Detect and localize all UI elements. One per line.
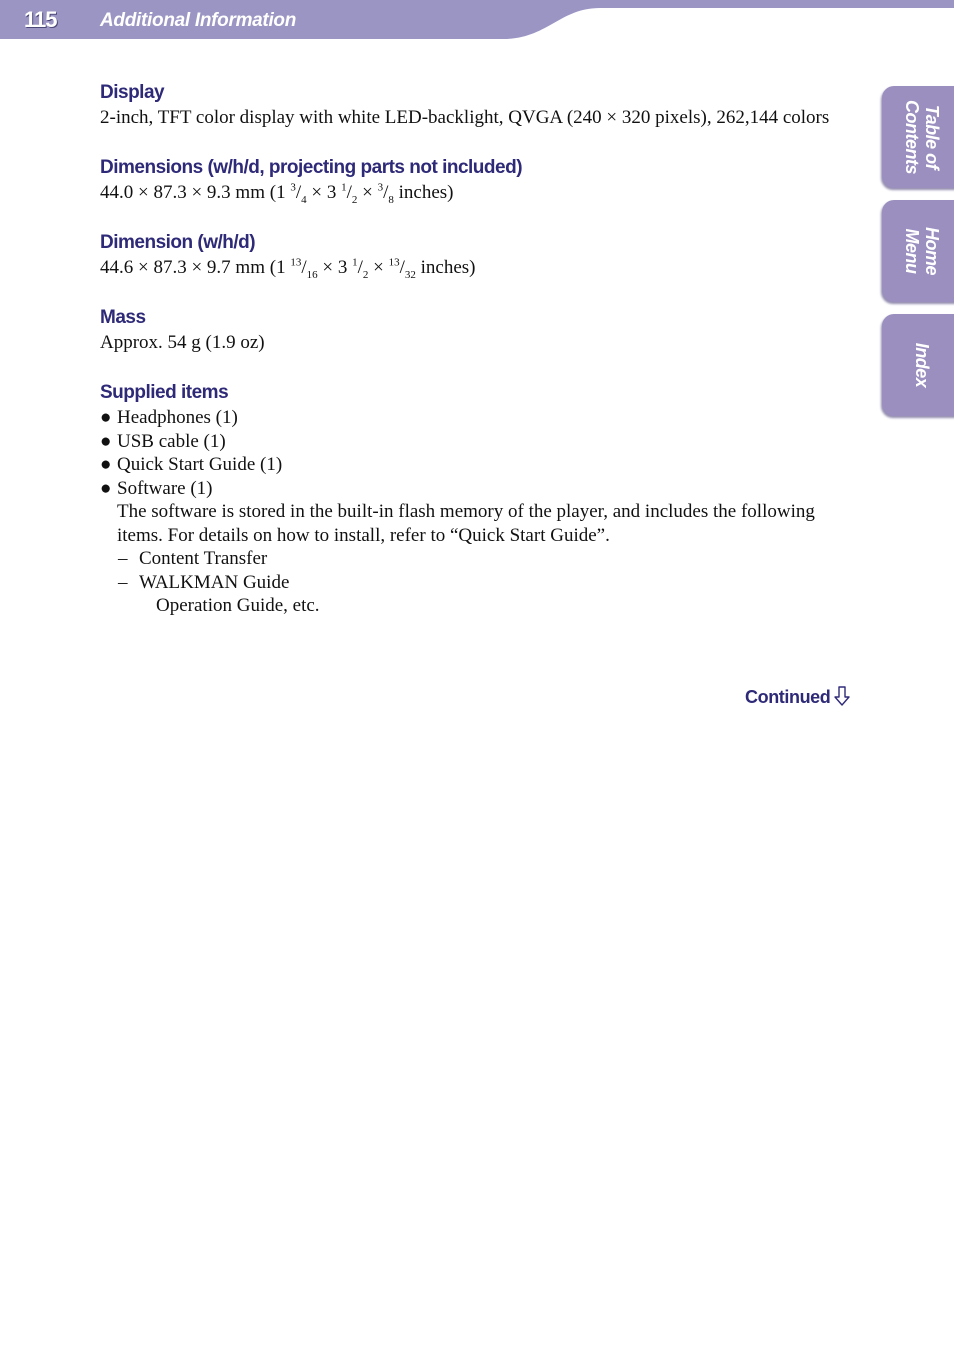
supplied-heading: Supplied items (100, 382, 229, 403)
display-section (100, 80, 830, 129)
mass-heading: Mass (100, 307, 146, 328)
mass-text: Approx. 54 g (1.9 oz) (100, 332, 265, 353)
page-header (0, 0, 954, 40)
dimension-text: 44.6 × 87.3 × 9.7 mm (1 $^{13}/_{16} \times 3$ $^1/_2 \times ^{13}/_{32}$ inches) (100, 256, 476, 281)
page-content (100, 80, 830, 644)
list-item: ● USB cable (1) (100, 430, 226, 452)
list-item: ● Headphones (1) (100, 407, 238, 428)
dimensions-excl-heading: Dimensions (w/h/d, projecting parts not included) (100, 157, 523, 178)
supplied-list (100, 406, 830, 500)
display-text: 2-inch, TFT color display with white LED-backlight, QVGA (240 × 320 pixels), 262,144 colors (100, 107, 830, 128)
page-number: 115 (24, 7, 57, 32)
tab-home-menu[interactable]: Home Menu (882, 200, 954, 302)
list-item: ● Quick Start Guide (1) (100, 454, 283, 475)
software-description: The software is stored in the built-in flash memory of the player, and includes the following items. For details on how to install, refer to “Quick Start Guide”. (117, 501, 815, 546)
dimensions-excl-text: 44.0 × 87.3 × 9.3 mm (1 $^3/_4 \times 3$ $^1/_2 \times ^3/_8$ inches) (100, 181, 454, 206)
software-item: – WALKMAN Guide (118, 571, 290, 593)
dimensions-excl-section (100, 155, 830, 204)
section-title: Additional Information (100, 10, 297, 31)
display-heading: Display (100, 82, 165, 103)
tab-table-of-contents[interactable]: Table of Contents (882, 86, 954, 188)
continued-indicator (745, 686, 850, 708)
arrow-down-icon (834, 686, 850, 706)
tab-index[interactable]: Index (882, 314, 954, 416)
supplied-section (100, 380, 830, 618)
dimension-heading: Dimension (w/h/d) (100, 232, 256, 253)
software-note: Operation Guide, etc. (156, 595, 320, 616)
software-item: – Content Transfer (118, 548, 268, 569)
mass-section (100, 305, 830, 354)
continued-label: Continued (745, 687, 831, 707)
list-item: ● Software (1) (100, 477, 213, 499)
dimension-section (100, 230, 830, 279)
